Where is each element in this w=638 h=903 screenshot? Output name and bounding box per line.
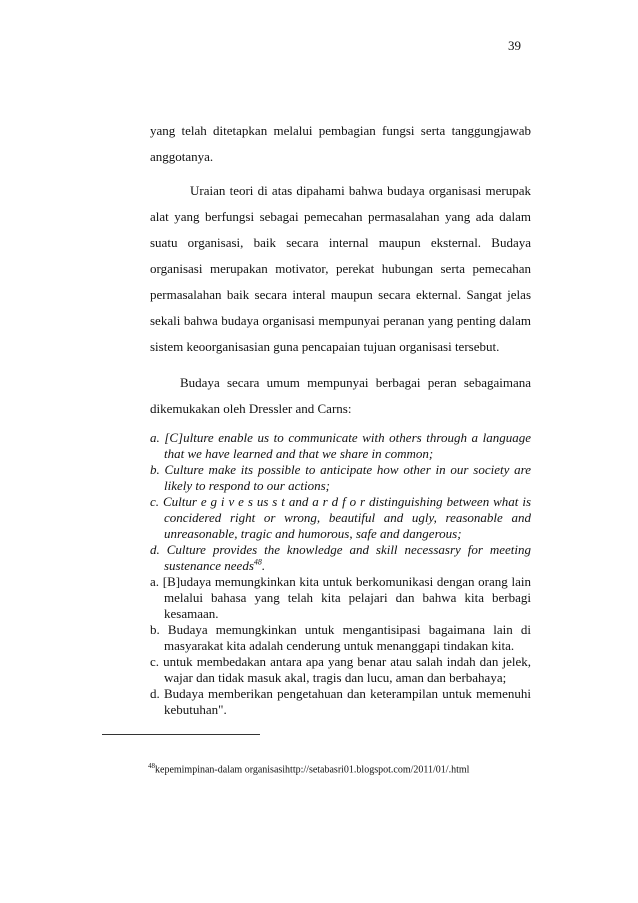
paragraph-theory-description: Uraian teori di atas dipahami bahwa budaya organisasi merupak alat yang berfungsi sebagai pemecahan permasalahan yang ada dalam suatu organisasi, baik secara internal maupun eksternal. Budaya organisasi merupakan motivator, perekat hubungan serta pemecahan permasalahan baik secara interal maupun secara ekternal. Sangat jelas sekali bahwa budaya organisasi mempunyai peranan yang penting dalam sistem keoorganisasian guna pencapaian tujuan organisasi tersebut. bbox=[150, 183, 531, 354]
paragraph-culture-roles-intro: Budaya secara umum mempunyai berbagai peran sebagaimana dikemukakan oleh Dressler and Carns: bbox=[150, 375, 531, 416]
quote-english-item-c: c. Cultur e g i v e s us s t and a r d f o r distinguishing between what is concidered right or wrong, beautiful and ugly, reasonable and unreasonable, tragic and humorous, safe and dangerous; bbox=[150, 494, 531, 541]
quote-english-item-a: a. [C]ulture enable us to communicate with others through a language that we have learned and that we share in common; bbox=[150, 430, 531, 461]
quote-english-item-d-text: d. Culture provides the knowledge and skill necessasry for meeting sustenance needs bbox=[150, 542, 531, 573]
quote-english-item-d: d. Culture provides the knowledge and skill necessasry for meeting sustenance needs$^{48}$. bbox=[150, 542, 531, 573]
footnote bbox=[148, 760, 469, 776]
quote-indonesian-item-d: d. Budaya memberikan pengetahuan dan keterampilan untuk memenuhi kebutuhan". bbox=[150, 686, 531, 717]
quote-indonesian-item-c: c. untuk membedakan antara apa yang benar atau salah indah dan jelek, wajar dan tidak masuk akal, tragis dan lucu, aman dan berbahaya; bbox=[150, 654, 531, 685]
footnote-separator bbox=[102, 734, 260, 735]
paragraph-continuation: yang telah ditetapkan melalui pembagian fungsi serta tanggungjawab anggotanya. bbox=[150, 123, 531, 164]
footnote-text[interactable]: kepemimpinan-dalam organisasihttp://setabasri01.blogspot.com/2011/01/.html bbox=[155, 764, 470, 776]
footnote-reference[interactable]: 48 bbox=[253, 557, 262, 567]
footnote-number: 48 bbox=[148, 762, 155, 770]
block-quote bbox=[150, 430, 531, 718]
quote-english-item-b: b. Culture make its possible to anticipate how other in our society are likely to respond to our actions; bbox=[150, 462, 531, 493]
page-number: 39 bbox=[508, 38, 521, 53]
quote-indonesian-item-b: b. Budaya memungkinkan untuk mengantisipasi bagaimana lain di masyarakat kita adalah cenderung untuk menanggapi tindakan kita. bbox=[150, 622, 531, 653]
quote-indonesian-item-a: a. [B]udaya memungkinkan kita untuk berkomunikasi dengan orang lain melalui bahasa yang telah kita pelajari dan bahwa kita berbagi kesamaan. bbox=[150, 574, 531, 621]
